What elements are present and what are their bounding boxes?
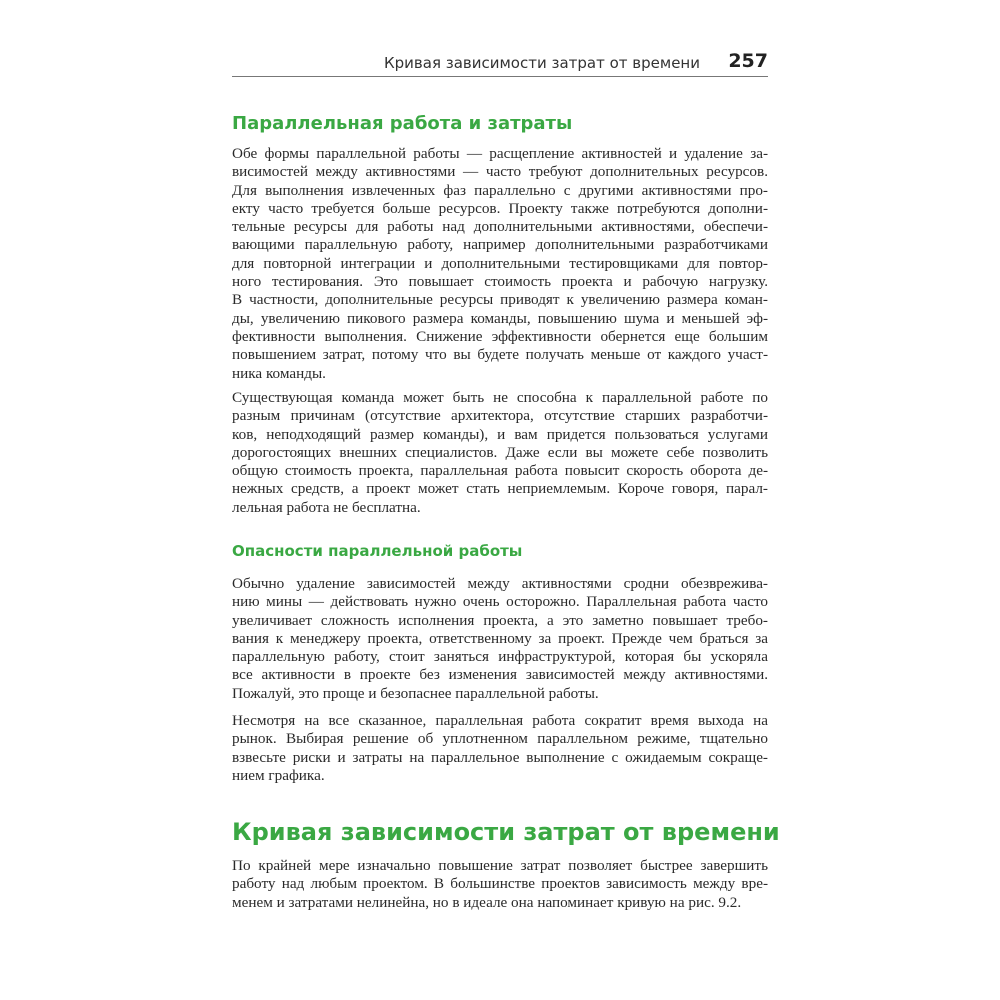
text-line: нию мины — действовать нужно очень осторожно. Параллельная работа часто (232, 593, 768, 611)
text-line: дорогостоящих внешних специалистов. Даже если вы можете себе позволить (232, 443, 768, 461)
running-header (232, 50, 768, 77)
paragraph (232, 712, 768, 785)
text-line: Обычно удаление зависимостей между активностями сродни обезврежива- (232, 575, 768, 592)
text-line: висимостей между активностями — часто требуют дополнительных ресурсов. (232, 163, 768, 181)
text-line: По крайней мере изначально повышение затрат позволяет быстрее завершить (232, 857, 768, 874)
text-line: В частности, дополнительные ресурсы приводят к увеличению размера коман- (232, 291, 768, 309)
text-line: екту часто требуется больше ресурсов. Проекту также потребуются дополни- (232, 199, 768, 217)
section-heading-parallel-costs: Параллельная работа и затраты (232, 113, 573, 134)
paragraph (232, 857, 768, 912)
running-title: Кривая зависимости затрат от времени (384, 54, 700, 72)
text-line: общую стоимость проекта, параллельная работа повысит скорость оборота де- (232, 462, 768, 480)
paragraph (232, 389, 768, 517)
text-line: разным причинам (отсутствие архитектора, отсутствие старших разработчи- (232, 407, 768, 425)
text-line: ды, увеличению пикового размера команды, повышению шума и меньшей эф- (232, 309, 768, 327)
text-line: Пожалуй, это проще и безопаснее параллельной работы. (232, 684, 599, 702)
text-line: нежных средств, а проект может стать неприемлемым. Короче говоря, парал- (232, 480, 768, 498)
text-line: Существующая команда может быть не способна к параллельной работе по (232, 389, 768, 406)
text-line: ков, неподходящий размер команды), и вам придется пользоваться услугами (232, 425, 768, 443)
text-line: все активности в проекте без изменения зависимостей между активностями. (232, 666, 768, 684)
text-line: Для выполнения извлеченных фаз параллельно с другими активностями про- (232, 181, 768, 199)
text-line: для повторной интеграции и дополнительными тестировщиками для повтор- (232, 254, 768, 272)
text-line: вания к менеджеру проекта, ответственному за проект. Прежде чем браться за (232, 629, 768, 647)
text-line: тельные ресурсы для работы над дополнительными активностями, обеспечи- (232, 218, 768, 236)
text-line: вающими параллельную работу, например дополнительными разработчиками (232, 236, 768, 254)
subsection-heading-parallel-dangers: Опасности параллельной работы (232, 542, 523, 560)
text-line: увеличивает сложность исполнения проекта, а это заметно повышает требо- (232, 611, 768, 629)
text-line: повышением затрат, потому что вы будете получать меньше от каждого участ- (232, 346, 768, 364)
text-line: взвесьте риски и затраты на параллельное выполнение с ожидаемым сокраще- (232, 748, 768, 766)
text-line: фективности выполнения. Снижение эффективности обернется еще большим (232, 327, 768, 345)
text-line: ного тестирования. Это повышает стоимость проекта и рабочую нагрузку. (232, 273, 768, 291)
text-line: ника команды. (232, 364, 326, 382)
text-line: работу над любым проектом. В большинстве проектов зависимость между вре- (232, 875, 768, 893)
paragraph (232, 145, 768, 383)
text-line: параллельную работу, стоит заняться инфраструктурой, которая бы ускоряла (232, 648, 768, 666)
text-line: Обе формы параллельной работы — расщепление активностей и удаление за- (232, 145, 768, 162)
text-line: менем и затратами нелинейна, но в идеале она напоминает кривую на рис. 9.2. (232, 893, 742, 911)
page-number: 257 (728, 50, 768, 72)
text-line: рынок. Выбирая решение об уплотненном параллельном режиме, тщательно (232, 730, 768, 748)
section-heading-time-cost-curve: Кривая зависимости затрат от времени (232, 818, 780, 846)
text-line: нием графика. (232, 766, 325, 784)
paragraph (232, 575, 768, 703)
text-line: лельная работа не бесплатна. (232, 498, 421, 516)
text-line: Несмотря на все сказанное, параллельная работа сократит время выхода на (232, 712, 768, 729)
